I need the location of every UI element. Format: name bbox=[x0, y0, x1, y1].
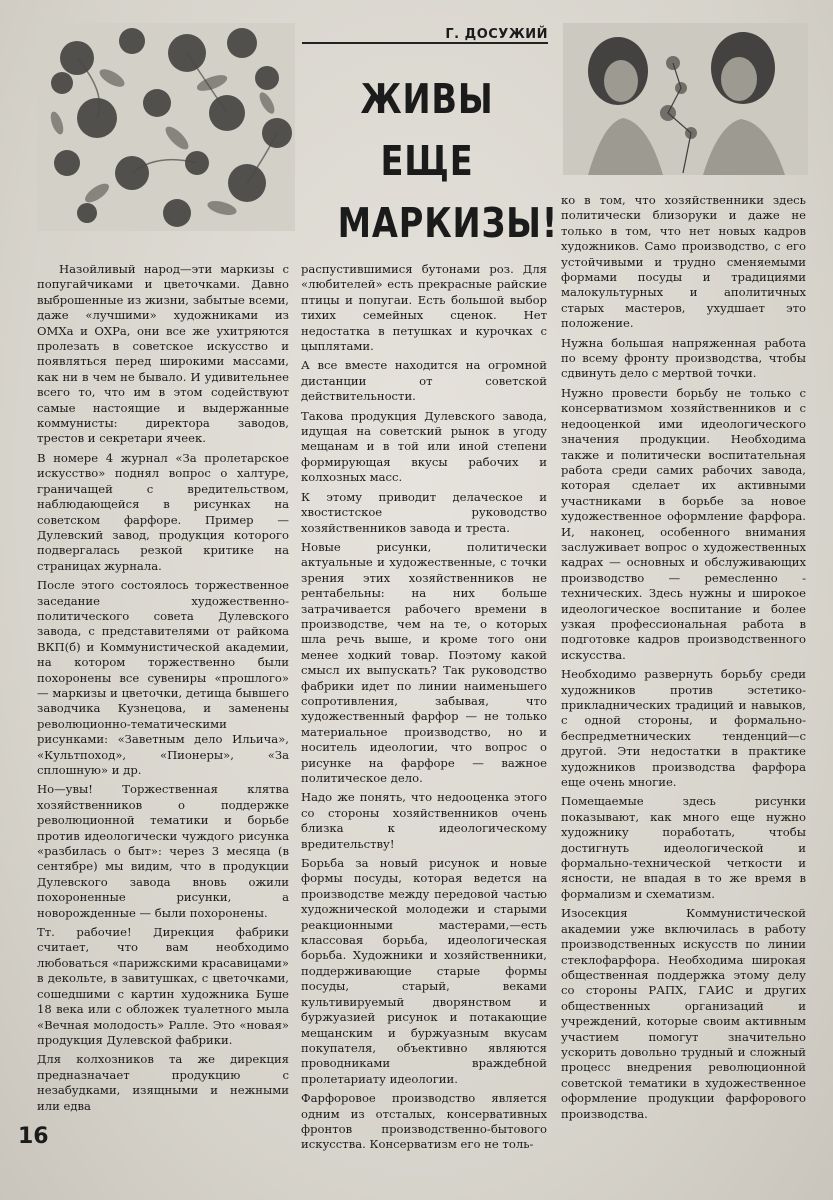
article-headline bbox=[337, 68, 558, 254]
paragraph: Такова продукция Дулевского завода, идущая на советский рынок в угоду мещанам и в той или иной степени формирующая вкусы рабочих и колхозных масс. bbox=[301, 408, 547, 485]
headline-line-1: ЖИВЫ ЕЩЕ bbox=[360, 75, 494, 185]
paragraph: распустившимися бутонами роз. Для «любителей» есть прекрасные райские птицы и попугаи. Есть большой выбор тихих семейных сценок. Нет недостатка в петушках и курочках с цыплятами. bbox=[301, 262, 547, 354]
text-column-3 bbox=[561, 193, 806, 1126]
paragraph: К этому приводит делаческое и хвостистское руководство хозяйственников завода и треста. bbox=[301, 489, 547, 535]
paragraph: Борьба за новый рисунок и новые формы посуды, которая ведется на производстве между передовой частью художнической молодежи и старыми реакционными мастерами,—есть классовая борьба, идеологическая борьба. Художники и хозяйственники, поддерживающие старые формы посуды, старый, веками культивируемый дворянством и буржуазией рисунок и потакающие мещанским и буржуазным вкусам покупателя, объективно являются проводниками враждебной пролетариату идеологии. bbox=[301, 856, 547, 1086]
paragraph: Нужно провести борьбу не только с консерватизмом хозяйственников и с недооценкой ими идеологического значения продукции. Необходима также и политически воспитательная работа среди самих рабочих завода, которая сделает их активными участниками в борьбе за новое художественное оформление фарфора. И, наконец, особенного внимания заслуживает вопрос о художественных кадрах — основных и обслуживающих производство — ремесленно - технических. Здесь нужны и широкое идеологическое воспитание и более узкая профессиональная работа в подготовке кадров производственного искусства. bbox=[561, 385, 806, 662]
byline-rule bbox=[302, 42, 548, 44]
paragraph: Фарфоровое производство является одним из отсталых, консервативных фронтов производственно-бытового искусства. Консерватизм его не толь- bbox=[301, 1091, 547, 1152]
paragraph: ко в том, что хозяйственники здесь политически близоруки и даже не только в том, что нет новых кадров художников. Само производство, с его устойчивыми и трудно сменяемыми формами посуды и традициями малокультурных и аполитичных старых мастеров, ухудшает это положение. bbox=[561, 193, 806, 331]
paragraph: Тт. рабочие! Дирекция фабрики считает, что вам необходимо любоваться «парижскими красавицами» в декольте, в завитушках, с цветочками, сошедшими с картин художника Буше 18 века или с обложек туалетного мыла «Вечная молодость» Ралле. Это «новая» продукция Дулевской фабрики. bbox=[37, 925, 289, 1047]
portrait-figures-illustration bbox=[563, 23, 808, 175]
paragraph: Надо же понять, что недооценка этого со стороны хозяйственников очень близка к идеологическому вредительству! bbox=[301, 790, 547, 851]
paragraph: Необходимо развернуть борьбу среди художников против эстетико-прикладнических традиций и навыков, с одной стороны, и формально-беспредметнических тенденций—с другой. Эти недостатки в практике художников производства фарфора еще очень многие. bbox=[561, 667, 806, 790]
paragraph: Но—увы! Торжественная клятва хозяйственников о поддержке революционной тематики и борьбе против идеологически чуждого рисунка «разбилась о быт»: через 3 месяца (в сентябре) мы видим, что в продукции Дулевского завода вновь ожили похороненные рисунки, а новорожденные — были похоронены. bbox=[37, 782, 289, 920]
paragraph: Помещаемые здесь рисунки показывают, как много еще нужно художнику поработать, чтобы достигнуть идеологической и формально-технической четкости и ясности, не впадая в то же время в формализм и схематизм. bbox=[561, 794, 806, 901]
paragraph: А все вместе находится на огромной дистанции от советской действительности. bbox=[301, 358, 547, 404]
article-byline: Г. ДОСУЖИЙ bbox=[445, 27, 548, 42]
paragraph: Нужна большая напряженная работа по всему фронту производства, чтобы сдвинуть дело с мертвой точки. bbox=[561, 335, 806, 381]
paragraph: Новые рисунки, политически актуальные и художественные, с точки зрения этих хозяйственников не рентабельны: на них больше затрачивается рабочего времени в производстве, чем на те, о которых шла речь выше, и кроме того они менее ходкий товар. Поэтому какой смысл их выпускать? Так руководство фабрики идет по линии наименьшего сопротивления, забывая, что художественный фарфор — не только материальное производство, но и носитель идеологии, что вопрос о рисунке на фарфоре — важное политическое дело. bbox=[301, 539, 547, 785]
paragraph: Для колхозников та же дирекция предназначает продукцию с незабудками, изящными и нежными или едва bbox=[37, 1052, 289, 1113]
paragraph: В номере 4 журнал «За пролетарское искусство» поднял вопрос о халтуре, граничащей с вредительством, наблюдающейся в рисунках на советском фарфоре. Пример — Дулевский завод, продукция которого подвергалась резкой критике на страницах журнала. bbox=[37, 450, 289, 573]
paragraph: После этого состоялось торжественное заседание художественно-политического совета Дулевского завода, с представителями от райкома ВКП(б) и Коммунистической академии, на котором торжественно были похоронены все сувениры «прошлого» — маркизы и цветочки, детища бывшего заводчика Кузнецова, и заменены революционно-тематическими рисунками: «Заветным дело Ильича», «Культпоход», «Пионеры», «За сплошную» и др. bbox=[37, 578, 289, 777]
paragraph: Изосекция Коммунистической академии уже включилась в работу производственных искусств по линии стеклофарфора. Необходима широкая общественная поддержка этому делу со стороны РАПХ, ГАИС и других общественных организаций и учреждений, которые своим активным участием помогут значительно ускорить довольно трудный и сложный процесс внедрения революционной советской тематики в художественное оформление продукции фарфорового производства. bbox=[561, 906, 806, 1121]
headline-line-2: МАРКИЗЫ! bbox=[337, 199, 558, 247]
text-column-2 bbox=[301, 262, 547, 1157]
floral-pattern-illustration bbox=[37, 23, 295, 231]
paragraph: Назойливый народ—эти маркизы с попугайчиками и цветочками. Давно выброшенные из жизни, забытые всеми, даже «лучшими» художниками из ОМХа и ОХРа, они все же ухитряются пролезать в советское искусство и появляться перед широкими массами, как ни в чем не бывало. И удивительнее всего то, что им в этом содействуют самые настоящие и выдержанные коммунисты: директора заводов, трестов и секретари ячеек. bbox=[37, 262, 289, 446]
text-column-1 bbox=[37, 262, 289, 1118]
page-number: 16 bbox=[18, 1124, 49, 1149]
